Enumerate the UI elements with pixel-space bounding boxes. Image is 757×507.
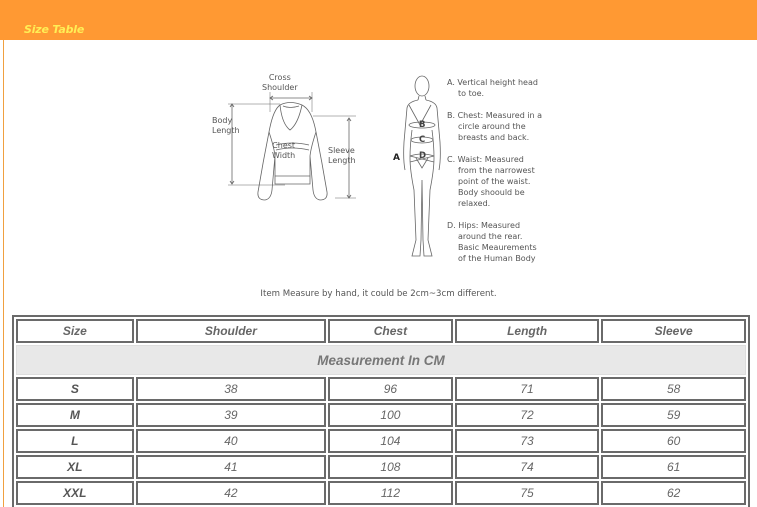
unit-label: Measurement In CM	[16, 345, 746, 375]
size-cell: M	[16, 403, 134, 427]
measurement-figure	[200, 66, 560, 276]
header-chest: Chest	[328, 319, 453, 343]
chest-cell: 100	[328, 403, 453, 427]
shoulder-cell: 42	[136, 481, 326, 505]
sleeve-length-label	[328, 146, 356, 165]
table-row	[16, 481, 746, 505]
legend-item-a: A. Vertical height head to toe.	[447, 78, 538, 98]
size-cell: XL	[16, 455, 134, 479]
chest-width-line1: Chest	[272, 141, 296, 150]
cross-shoulder-line2: Shoulder	[262, 82, 298, 92]
body-length-line1: Body	[212, 116, 233, 125]
measurement-caption: Item Measure by hand, it could be 2cm~3cm different.	[260, 289, 497, 299]
size-cell: XXL	[16, 481, 134, 505]
table-row	[16, 377, 746, 401]
table-row	[16, 403, 746, 427]
chest-cell: 108	[328, 455, 453, 479]
shoulder-cell: 41	[136, 455, 326, 479]
sleeve-cell: 62	[601, 481, 746, 505]
shoulder-cell: 38	[136, 377, 326, 401]
size-cell: L	[16, 429, 134, 453]
sleeve-length-line2: Length	[328, 155, 356, 165]
marker-c: C	[419, 135, 426, 145]
sleeve-length-line1: Sleeve	[328, 146, 355, 155]
chest-cell: 112	[328, 481, 453, 505]
marker-b: B	[419, 120, 426, 130]
length-cell: 74	[455, 455, 600, 479]
left-border-rule	[3, 40, 4, 507]
table-row	[16, 455, 746, 479]
shoulder-cell: 40	[136, 429, 326, 453]
sleeve-cell: 61	[601, 455, 746, 479]
length-cell: 72	[455, 403, 600, 427]
size-table	[12, 315, 750, 507]
human-body-diagram-icon	[390, 70, 450, 270]
sleeve-cell: 58	[601, 377, 746, 401]
size-cell: S	[16, 377, 134, 401]
body-length-line2: Length	[212, 125, 240, 135]
size-table-header	[0, 0, 757, 40]
legend-item-b: B. Chest: Measured in a circle around the breasts and back.	[447, 111, 543, 142]
marker-d: D	[419, 151, 427, 161]
chest-width-line2: Width	[272, 150, 296, 160]
cross-shoulder-label	[262, 73, 298, 92]
body-length-label	[212, 116, 240, 135]
legend-item-d: D. Hips: Measured around the rear. Basic Meaurements of the Human Body	[447, 221, 537, 263]
marker-a: A	[393, 153, 400, 163]
header-sleeve: Sleeve	[601, 319, 746, 343]
chest-width-label	[272, 141, 295, 160]
cross-shoulder-line1: Cross	[268, 73, 291, 82]
table-row	[16, 429, 746, 453]
unit-row	[16, 345, 746, 375]
shoulder-cell: 39	[136, 403, 326, 427]
table-header-row	[16, 319, 746, 343]
chest-cell: 96	[328, 377, 453, 401]
length-cell: 73	[455, 429, 600, 453]
header-length: Length	[455, 319, 600, 343]
chest-cell: 104	[328, 429, 453, 453]
header-size: Size	[16, 319, 134, 343]
sleeve-cell: 60	[601, 429, 746, 453]
header-title: Size Table	[24, 23, 85, 36]
header-shoulder: Shoulder	[136, 319, 326, 343]
sleeve-cell: 59	[601, 403, 746, 427]
legend-item-c: C. Waist: Measured from the narrowest point of the waist. Body shoould be relaxed.	[447, 155, 535, 208]
length-cell: 71	[455, 377, 600, 401]
measurement-legend	[447, 77, 562, 275]
length-cell: 75	[455, 481, 600, 505]
